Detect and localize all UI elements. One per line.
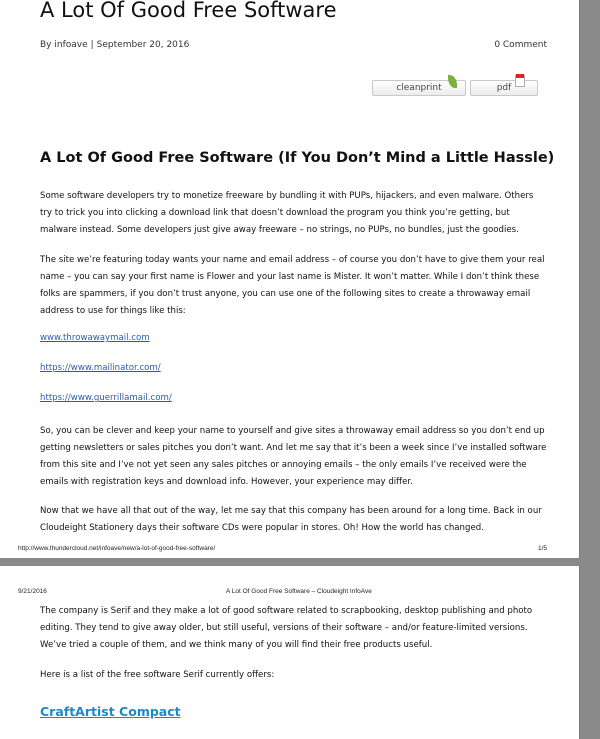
page-title: A Lot Of Good Free Software (40, 0, 337, 22)
link-throwawaymail[interactable]: www.throwawaymail.com (40, 333, 150, 343)
header-date: 9/21/2016 (18, 588, 47, 595)
paragraph-2: The site we’re featuring today wants your name and email address – of course you don’t have to give them your real name – you can say your first name is Flower and your last name is Mister. It won’t matter. While I don’t think these folks are spammers, if you don’t trust anyone, you can use one of the following sites to create a throwaway email address to use for things like this: (40, 255, 545, 316)
footer-url: http://www.thundercloud.net/infoave/new/a-lot-of-good-free-software/ (18, 545, 216, 552)
footer-page-number: 1/5 (537, 545, 547, 552)
author[interactable]: By infoave (40, 40, 88, 50)
post-date: September 20, 2016 (96, 40, 190, 50)
pdf-icon (515, 75, 525, 87)
craftartist-link[interactable]: CraftArtist Compact (40, 704, 181, 719)
link-guerrillamail[interactable]: https://www.guerrillamail.com/ (40, 393, 172, 403)
cleanprint-button[interactable] (372, 80, 466, 96)
link-mailinator[interactable]: https://www.mailinator.com/ (40, 363, 161, 373)
comment-count[interactable]: 0 Comment (494, 40, 547, 50)
leaf-icon (448, 75, 457, 88)
paragraph-4: Now that we have all that out of the way, let me say that this company has been around for a long time. Back in our Cloudeight Stationery days their software CDs were popular in stores. Oh! How the world has changed. (40, 506, 542, 533)
page-footer (18, 545, 547, 552)
byline (40, 40, 547, 50)
paragraph-1: Some software developers try to monetize freeware by bundling it with PUPs, hijackers, and even malware. Others try to trick you into clicking a download link that doesn’t download the program you think you’re getting, but malware instead. Some developers just give away freeware – no strings, no PUPs, no bundles, just the goodies. (40, 191, 534, 235)
pdf-label: pdf (496, 83, 512, 93)
post-meta: By infoave | September 20, 2016 (40, 40, 190, 50)
paragraph-5: The company is Serif and they make a lot of good software related to scrapbooking, desktop publishing and photo editing. They tend to give away older, but still useful, versions of their software – and/or feature-limited versions. We’ve tried a couple of them, and we think many of you will find their free products useful. (40, 606, 533, 650)
header-title: A Lot Of Good Free Software – Cloudeight InfoAve (226, 588, 372, 595)
print-page-2 (0, 566, 580, 739)
article-heading: A Lot Of Good Free Software (If You Don’t Mind a Little Hassle) (40, 150, 555, 166)
pdf-button[interactable] (470, 80, 538, 96)
cleanprint-label: cleanprint (396, 83, 442, 93)
paragraph-3: So, you can be clever and keep your name to yourself and give sites a throwaway email address so you don’t end up getting newsletters or sales pitches you don’t want. And let me say that it’s been a week since I’ve installed software from this site and I’ve not yet seen any sales pitches or annoying emails – the only emails I’ve received were the emails with registration keys and download info. However, your experience may differ. (40, 426, 547, 487)
paragraph-6: Here is a list of the free software Serif currently offers: (40, 670, 275, 680)
